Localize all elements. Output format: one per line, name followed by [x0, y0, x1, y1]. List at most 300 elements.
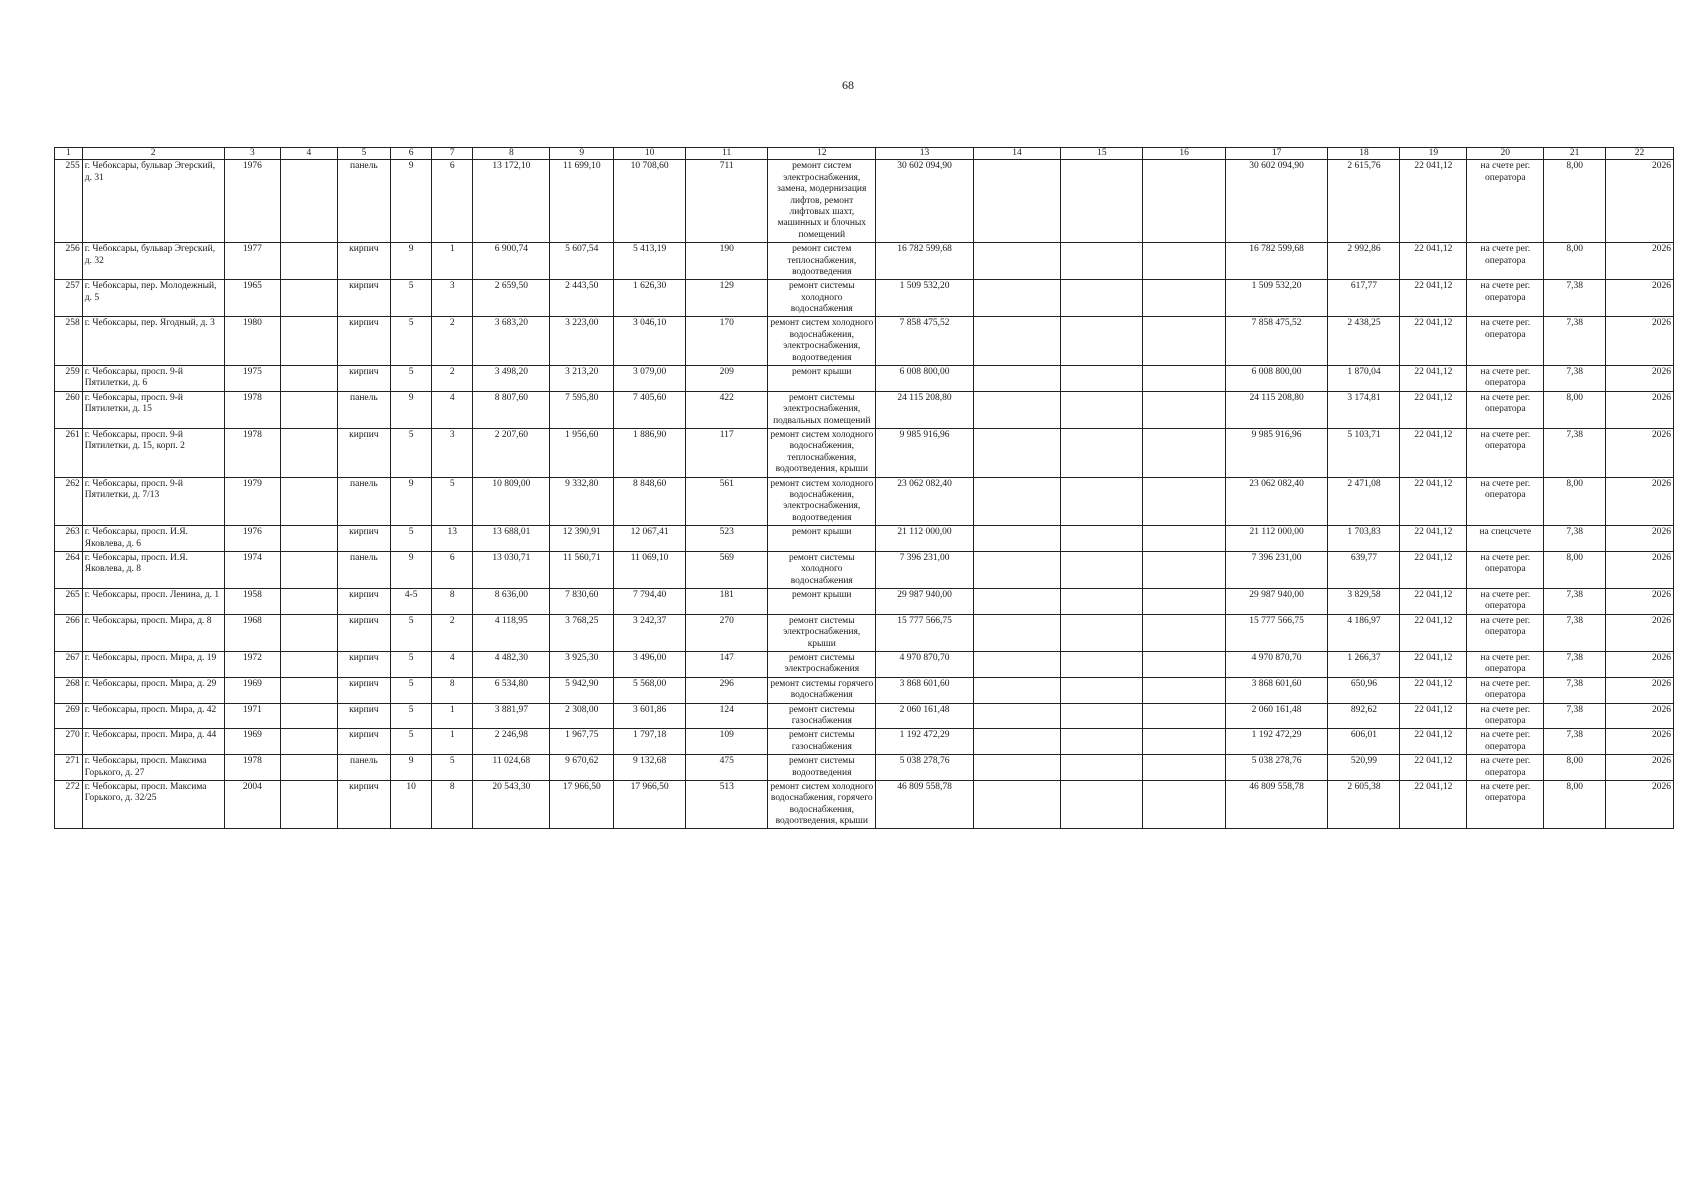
- contribution-rate-cell: 7,38: [1544, 614, 1606, 651]
- col-14-cell: [973, 614, 1060, 651]
- total-cost-cell: 5 038 278,76: [1225, 755, 1328, 781]
- row-number-cell: 263: [55, 526, 83, 552]
- floors-cell: 10: [391, 780, 432, 829]
- row-number-cell: 257: [55, 280, 83, 317]
- repair-works-cell: ремонт систем холодного водоснабжения, электроснабжения, водоотведения: [768, 317, 876, 366]
- row-number-cell: 272: [55, 780, 83, 829]
- contribution-rate-cell: 8,00: [1544, 160, 1606, 243]
- fund-account-cell: на счете рег. оператора: [1467, 780, 1544, 829]
- repair-works-cell: ремонт системы электроснабжения, подвальных помещений: [768, 391, 876, 428]
- address-cell: г. Чебоксары, просп. 9-й Пятилетки, д. 15: [82, 391, 224, 428]
- col-4-cell: [281, 526, 338, 552]
- floors-cell: 5: [391, 614, 432, 651]
- repair-cost-cell: 6 008 800,00: [876, 366, 974, 392]
- column-number-5: 5: [337, 148, 390, 160]
- col-15-cell: [1061, 526, 1143, 552]
- repair-works-cell: ремонт системы холодного водоснабжения: [768, 551, 876, 588]
- contribution-rate-cell: 8,00: [1544, 243, 1606, 280]
- repair-works-cell: ремонт системы горячего водоснабжения: [768, 677, 876, 703]
- fund-account-cell: на счете рег. оператора: [1467, 729, 1544, 755]
- max-unit-cost-cell: 22 041,12: [1400, 366, 1467, 392]
- col-4-cell: [281, 703, 338, 729]
- private-area-cell: 8 848,60: [614, 477, 686, 526]
- residents-cell: 129: [686, 280, 768, 317]
- address-cell: г. Чебоксары, просп. Мира, д. 29: [82, 677, 224, 703]
- entrances-cell: 2: [432, 317, 473, 366]
- total-area-cell: 2 207,60: [473, 428, 550, 477]
- entrances-cell: 4: [432, 652, 473, 678]
- floors-cell: 5: [391, 677, 432, 703]
- unit-cost-cell: 4 186,97: [1328, 614, 1400, 651]
- wall-material-cell: панель: [337, 391, 390, 428]
- contribution-rate-cell: 7,38: [1544, 526, 1606, 552]
- total-area-cell: 6 900,74: [473, 243, 550, 280]
- repair-works-cell: ремонт крыши: [768, 589, 876, 615]
- private-area-cell: 3 496,00: [614, 652, 686, 678]
- address-cell: г. Чебоксары, просп. Мира, д. 19: [82, 652, 224, 678]
- address-cell: г. Чебоксары, просп. Максима Горького, д. 32/25: [82, 780, 224, 829]
- col-16-cell: [1143, 703, 1225, 729]
- unit-cost-cell: 2 615,76: [1328, 160, 1400, 243]
- entrances-cell: 2: [432, 366, 473, 392]
- col-15-cell: [1061, 652, 1143, 678]
- wall-material-cell: панель: [337, 160, 390, 243]
- private-area-cell: 1 886,90: [614, 428, 686, 477]
- col-14-cell: [973, 589, 1060, 615]
- max-unit-cost-cell: 22 041,12: [1400, 391, 1467, 428]
- row-number-cell: 264: [55, 551, 83, 588]
- column-number-13: 13: [876, 148, 974, 160]
- residents-cell: 147: [686, 652, 768, 678]
- max-unit-cost-cell: 22 041,12: [1400, 317, 1467, 366]
- living-area-cell: 3 925,30: [550, 652, 614, 678]
- living-area-cell: 2 443,50: [550, 280, 614, 317]
- living-area-cell: 5 942,90: [550, 677, 614, 703]
- fund-account-cell: на счете рег. оператора: [1467, 317, 1544, 366]
- wall-material-cell: кирпич: [337, 652, 390, 678]
- living-area-cell: 3 213,20: [550, 366, 614, 392]
- floors-cell: 5: [391, 366, 432, 392]
- total-area-cell: 6 534,80: [473, 677, 550, 703]
- unit-cost-cell: 1 703,83: [1328, 526, 1400, 552]
- fund-account-cell: на счете рег. оператора: [1467, 160, 1544, 243]
- living-area-cell: 11 699,10: [550, 160, 614, 243]
- fund-account-cell: на счете рег. оператора: [1467, 243, 1544, 280]
- repair-works-cell: ремонт системы газоснабжения: [768, 729, 876, 755]
- address-cell: г. Чебоксары, пер. Молодежный, д. 5: [82, 280, 224, 317]
- table-row: [55, 428, 1674, 477]
- total-area-cell: 13 688,01: [473, 526, 550, 552]
- table-row: [55, 677, 1674, 703]
- build-year-cell: 1980: [224, 317, 281, 366]
- repair-cost-cell: 1 509 532,20: [876, 280, 974, 317]
- unit-cost-cell: 2 438,25: [1328, 317, 1400, 366]
- column-number-18: 18: [1328, 148, 1400, 160]
- max-unit-cost-cell: 22 041,12: [1400, 428, 1467, 477]
- total-cost-cell: 4 970 870,70: [1225, 652, 1328, 678]
- residents-cell: 422: [686, 391, 768, 428]
- row-number-cell: 261: [55, 428, 83, 477]
- col-4-cell: [281, 280, 338, 317]
- column-number-7: 7: [432, 148, 473, 160]
- wall-material-cell: кирпич: [337, 526, 390, 552]
- col-4-cell: [281, 317, 338, 366]
- col-16-cell: [1143, 780, 1225, 829]
- address-cell: г. Чебоксары, пер. Ягодный, д. 3: [82, 317, 224, 366]
- column-number-1: 1: [55, 148, 83, 160]
- total-cost-cell: 2 060 161,48: [1225, 703, 1328, 729]
- column-number-6: 6: [391, 148, 432, 160]
- wall-material-cell: панель: [337, 477, 390, 526]
- total-cost-cell: 23 062 082,40: [1225, 477, 1328, 526]
- col-15-cell: [1061, 780, 1143, 829]
- floors-cell: 5: [391, 652, 432, 678]
- fund-account-cell: на счете рег. оператора: [1467, 391, 1544, 428]
- repair-cost-cell: 23 062 082,40: [876, 477, 974, 526]
- completion-year-cell: 2026: [1606, 477, 1674, 526]
- repair-works-cell: ремонт систем холодного водоснабжения, теплоснабжения, водоотведения, крыши: [768, 428, 876, 477]
- repair-cost-cell: 5 038 278,76: [876, 755, 974, 781]
- total-cost-cell: 16 782 599,68: [1225, 243, 1328, 280]
- contribution-rate-cell: 7,38: [1544, 428, 1606, 477]
- table-row: [55, 243, 1674, 280]
- col-15-cell: [1061, 428, 1143, 477]
- row-number-cell: 266: [55, 614, 83, 651]
- repair-works-cell: ремонт крыши: [768, 526, 876, 552]
- col-14-cell: [973, 428, 1060, 477]
- total-cost-cell: 7 858 475,52: [1225, 317, 1328, 366]
- floors-cell: 5: [391, 729, 432, 755]
- col-16-cell: [1143, 551, 1225, 588]
- total-cost-cell: 9 985 916,96: [1225, 428, 1328, 477]
- wall-material-cell: кирпич: [337, 589, 390, 615]
- repair-cost-cell: 4 970 870,70: [876, 652, 974, 678]
- floors-cell: 5: [391, 317, 432, 366]
- col-14-cell: [973, 703, 1060, 729]
- col-14-cell: [973, 477, 1060, 526]
- address-cell: г. Чебоксары, просп. И.Я. Яковлева, д. 8: [82, 551, 224, 588]
- completion-year-cell: 2026: [1606, 729, 1674, 755]
- wall-material-cell: кирпич: [337, 280, 390, 317]
- column-number-9: 9: [550, 148, 614, 160]
- private-area-cell: 3 242,37: [614, 614, 686, 651]
- wall-material-cell: кирпич: [337, 780, 390, 829]
- address-cell: г. Чебоксары, просп. Ленина, д. 1: [82, 589, 224, 615]
- repair-cost-cell: 7 396 231,00: [876, 551, 974, 588]
- entrances-cell: 8: [432, 780, 473, 829]
- table-row: [55, 755, 1674, 781]
- col-16-cell: [1143, 614, 1225, 651]
- max-unit-cost-cell: 22 041,12: [1400, 780, 1467, 829]
- floors-cell: 9: [391, 391, 432, 428]
- floors-cell: 9: [391, 160, 432, 243]
- unit-cost-cell: 2 471,08: [1328, 477, 1400, 526]
- residents-cell: 109: [686, 729, 768, 755]
- total-area-cell: 3 683,20: [473, 317, 550, 366]
- private-area-cell: 3 079,00: [614, 366, 686, 392]
- completion-year-cell: 2026: [1606, 391, 1674, 428]
- address-cell: г. Чебоксары, просп. 9-й Пятилетки, д. 6: [82, 366, 224, 392]
- col-4-cell: [281, 477, 338, 526]
- wall-material-cell: кирпич: [337, 729, 390, 755]
- total-area-cell: 4 118,95: [473, 614, 550, 651]
- col-4-cell: [281, 652, 338, 678]
- unit-cost-cell: 892,62: [1328, 703, 1400, 729]
- repair-works-cell: ремонт систем холодного водоснабжения, горячего водоснабжения, водоотведения, крыши: [768, 780, 876, 829]
- max-unit-cost-cell: 22 041,12: [1400, 477, 1467, 526]
- col-16-cell: [1143, 317, 1225, 366]
- fund-account-cell: на счете рег. оператора: [1467, 366, 1544, 392]
- total-cost-cell: 1 509 532,20: [1225, 280, 1328, 317]
- completion-year-cell: 2026: [1606, 317, 1674, 366]
- entrances-cell: 8: [432, 589, 473, 615]
- wall-material-cell: кирпич: [337, 677, 390, 703]
- column-number-15: 15: [1061, 148, 1143, 160]
- repair-works-cell: ремонт системы водоотведения: [768, 755, 876, 781]
- total-cost-cell: 21 112 000,00: [1225, 526, 1328, 552]
- capital-repair-table: [54, 147, 1674, 829]
- address-cell: г. Чебоксары, просп. Мира, д. 42: [82, 703, 224, 729]
- contribution-rate-cell: 7,38: [1544, 652, 1606, 678]
- address-cell: г. Чебоксары, просп. 9-й Пятилетки, д. 7/13: [82, 477, 224, 526]
- total-area-cell: 13 030,71: [473, 551, 550, 588]
- private-area-cell: 9 132,68: [614, 755, 686, 781]
- build-year-cell: 1978: [224, 428, 281, 477]
- fund-account-cell: на счете рег. оператора: [1467, 477, 1544, 526]
- contribution-rate-cell: 8,00: [1544, 551, 1606, 588]
- residents-cell: 190: [686, 243, 768, 280]
- col-14-cell: [973, 526, 1060, 552]
- row-number-cell: 260: [55, 391, 83, 428]
- floors-cell: 9: [391, 477, 432, 526]
- living-area-cell: 2 308,00: [550, 703, 614, 729]
- address-cell: г. Чебоксары, бульвар Эгерский, д. 32: [82, 243, 224, 280]
- col-15-cell: [1061, 391, 1143, 428]
- repair-works-cell: ремонт систем теплоснабжения, водоотведения: [768, 243, 876, 280]
- col-4-cell: [281, 729, 338, 755]
- completion-year-cell: 2026: [1606, 677, 1674, 703]
- col-4-cell: [281, 160, 338, 243]
- column-number-19: 19: [1400, 148, 1467, 160]
- column-number-row: [55, 148, 1674, 160]
- row-number-cell: 259: [55, 366, 83, 392]
- fund-account-cell: на счете рег. оператора: [1467, 428, 1544, 477]
- residents-cell: 124: [686, 703, 768, 729]
- completion-year-cell: 2026: [1606, 526, 1674, 552]
- col-14-cell: [973, 729, 1060, 755]
- completion-year-cell: 2026: [1606, 366, 1674, 392]
- table-row: [55, 317, 1674, 366]
- col-4-cell: [281, 755, 338, 781]
- repair-works-cell: ремонт системы газоснабжения: [768, 703, 876, 729]
- entrances-cell: 6: [432, 551, 473, 588]
- residents-cell: 170: [686, 317, 768, 366]
- column-number-3: 3: [224, 148, 281, 160]
- max-unit-cost-cell: 22 041,12: [1400, 755, 1467, 781]
- completion-year-cell: 2026: [1606, 780, 1674, 829]
- repair-works-cell: ремонт системы электроснабжения: [768, 652, 876, 678]
- col-4-cell: [281, 551, 338, 588]
- unit-cost-cell: 3 829,58: [1328, 589, 1400, 615]
- build-year-cell: 1975: [224, 366, 281, 392]
- max-unit-cost-cell: 22 041,12: [1400, 526, 1467, 552]
- total-area-cell: 2 659,50: [473, 280, 550, 317]
- repair-cost-cell: 30 602 094,90: [876, 160, 974, 243]
- total-area-cell: 3 881,97: [473, 703, 550, 729]
- unit-cost-cell: 606,01: [1328, 729, 1400, 755]
- fund-account-cell: на счете рег. оператора: [1467, 755, 1544, 781]
- contribution-rate-cell: 7,38: [1544, 366, 1606, 392]
- repair-cost-cell: 29 987 940,00: [876, 589, 974, 615]
- column-number-10: 10: [614, 148, 686, 160]
- private-area-cell: 10 708,60: [614, 160, 686, 243]
- column-number-22: 22: [1606, 148, 1674, 160]
- floors-cell: 4-5: [391, 589, 432, 615]
- column-number-2: 2: [82, 148, 224, 160]
- repair-cost-cell: 2 060 161,48: [876, 703, 974, 729]
- living-area-cell: 3 768,25: [550, 614, 614, 651]
- residents-cell: 711: [686, 160, 768, 243]
- row-number-cell: 271: [55, 755, 83, 781]
- repair-cost-cell: 3 868 601,60: [876, 677, 974, 703]
- entrances-cell: 2: [432, 614, 473, 651]
- build-year-cell: 1968: [224, 614, 281, 651]
- fund-account-cell: на счете рег. оператора: [1467, 703, 1544, 729]
- max-unit-cost-cell: 22 041,12: [1400, 551, 1467, 588]
- address-cell: г. Чебоксары, бульвар Эгерский, д. 31: [82, 160, 224, 243]
- col-16-cell: [1143, 652, 1225, 678]
- total-cost-cell: 6 008 800,00: [1225, 366, 1328, 392]
- col-4-cell: [281, 614, 338, 651]
- col-16-cell: [1143, 526, 1225, 552]
- total-area-cell: 8 636,00: [473, 589, 550, 615]
- table-row: [55, 526, 1674, 552]
- unit-cost-cell: 2 992,86: [1328, 243, 1400, 280]
- col-14-cell: [973, 677, 1060, 703]
- col-16-cell: [1143, 366, 1225, 392]
- wall-material-cell: кирпич: [337, 243, 390, 280]
- row-number-cell: 267: [55, 652, 83, 678]
- build-year-cell: 1976: [224, 526, 281, 552]
- unit-cost-cell: 1 870,04: [1328, 366, 1400, 392]
- private-area-cell: 3 601,86: [614, 703, 686, 729]
- total-cost-cell: 46 809 558,78: [1225, 780, 1328, 829]
- table-row: [55, 391, 1674, 428]
- completion-year-cell: 2026: [1606, 652, 1674, 678]
- fund-account-cell: на счете рег. оператора: [1467, 652, 1544, 678]
- private-area-cell: 3 046,10: [614, 317, 686, 366]
- table-row: [55, 614, 1674, 651]
- unit-cost-cell: 5 103,71: [1328, 428, 1400, 477]
- max-unit-cost-cell: 22 041,12: [1400, 280, 1467, 317]
- table-row: [55, 551, 1674, 588]
- build-year-cell: 1977: [224, 243, 281, 280]
- max-unit-cost-cell: 22 041,12: [1400, 677, 1467, 703]
- entrances-cell: 8: [432, 677, 473, 703]
- build-year-cell: 1969: [224, 729, 281, 755]
- col-14-cell: [973, 160, 1060, 243]
- private-area-cell: 11 069,10: [614, 551, 686, 588]
- private-area-cell: 17 966,50: [614, 780, 686, 829]
- column-number-14: 14: [973, 148, 1060, 160]
- repair-cost-cell: 9 985 916,96: [876, 428, 974, 477]
- column-number-21: 21: [1544, 148, 1606, 160]
- living-area-cell: 12 390,91: [550, 526, 614, 552]
- contribution-rate-cell: 7,38: [1544, 280, 1606, 317]
- wall-material-cell: кирпич: [337, 366, 390, 392]
- col-16-cell: [1143, 160, 1225, 243]
- column-number-11: 11: [686, 148, 768, 160]
- entrances-cell: 13: [432, 526, 473, 552]
- table-row: [55, 780, 1674, 829]
- repair-works-cell: ремонт системы холодного водоснабжения: [768, 280, 876, 317]
- repair-cost-cell: 21 112 000,00: [876, 526, 974, 552]
- residents-cell: 523: [686, 526, 768, 552]
- total-cost-cell: 7 396 231,00: [1225, 551, 1328, 588]
- build-year-cell: 1979: [224, 477, 281, 526]
- entrances-cell: 4: [432, 391, 473, 428]
- completion-year-cell: 2026: [1606, 243, 1674, 280]
- col-14-cell: [973, 366, 1060, 392]
- total-area-cell: 2 246,98: [473, 729, 550, 755]
- wall-material-cell: кирпич: [337, 703, 390, 729]
- column-number-8: 8: [473, 148, 550, 160]
- completion-year-cell: 2026: [1606, 703, 1674, 729]
- entrances-cell: 6: [432, 160, 473, 243]
- entrances-cell: 5: [432, 477, 473, 526]
- col-4-cell: [281, 391, 338, 428]
- table-row: [55, 477, 1674, 526]
- entrances-cell: 5: [432, 755, 473, 781]
- max-unit-cost-cell: 22 041,12: [1400, 652, 1467, 678]
- address-cell: г. Чебоксары, просп. И.Я. Яковлева, д. 6: [82, 526, 224, 552]
- col-16-cell: [1143, 243, 1225, 280]
- completion-year-cell: 2026: [1606, 755, 1674, 781]
- repair-works-cell: ремонт системы электроснабжения, крыши: [768, 614, 876, 651]
- row-number-cell: 258: [55, 317, 83, 366]
- private-area-cell: 12 067,41: [614, 526, 686, 552]
- col-16-cell: [1143, 677, 1225, 703]
- total-cost-cell: 29 987 940,00: [1225, 589, 1328, 615]
- col-4-cell: [281, 428, 338, 477]
- total-area-cell: 8 807,60: [473, 391, 550, 428]
- unit-cost-cell: 2 605,38: [1328, 780, 1400, 829]
- floors-cell: 5: [391, 428, 432, 477]
- repair-cost-cell: 46 809 558,78: [876, 780, 974, 829]
- contribution-rate-cell: 7,38: [1544, 677, 1606, 703]
- col-15-cell: [1061, 317, 1143, 366]
- living-area-cell: 3 223,00: [550, 317, 614, 366]
- col-15-cell: [1061, 551, 1143, 588]
- contribution-rate-cell: 7,38: [1544, 729, 1606, 755]
- contribution-rate-cell: 8,00: [1544, 780, 1606, 829]
- table-row: [55, 366, 1674, 392]
- row-number-cell: 255: [55, 160, 83, 243]
- column-number-16: 16: [1143, 148, 1225, 160]
- completion-year-cell: 2026: [1606, 280, 1674, 317]
- floors-cell: 5: [391, 703, 432, 729]
- living-area-cell: 1 967,75: [550, 729, 614, 755]
- residents-cell: 181: [686, 589, 768, 615]
- col-16-cell: [1143, 428, 1225, 477]
- table-row: [55, 703, 1674, 729]
- private-area-cell: 1 626,30: [614, 280, 686, 317]
- wall-material-cell: кирпич: [337, 317, 390, 366]
- total-cost-cell: 30 602 094,90: [1225, 160, 1328, 243]
- unit-cost-cell: 639,77: [1328, 551, 1400, 588]
- living-area-cell: 9 332,80: [550, 477, 614, 526]
- col-15-cell: [1061, 477, 1143, 526]
